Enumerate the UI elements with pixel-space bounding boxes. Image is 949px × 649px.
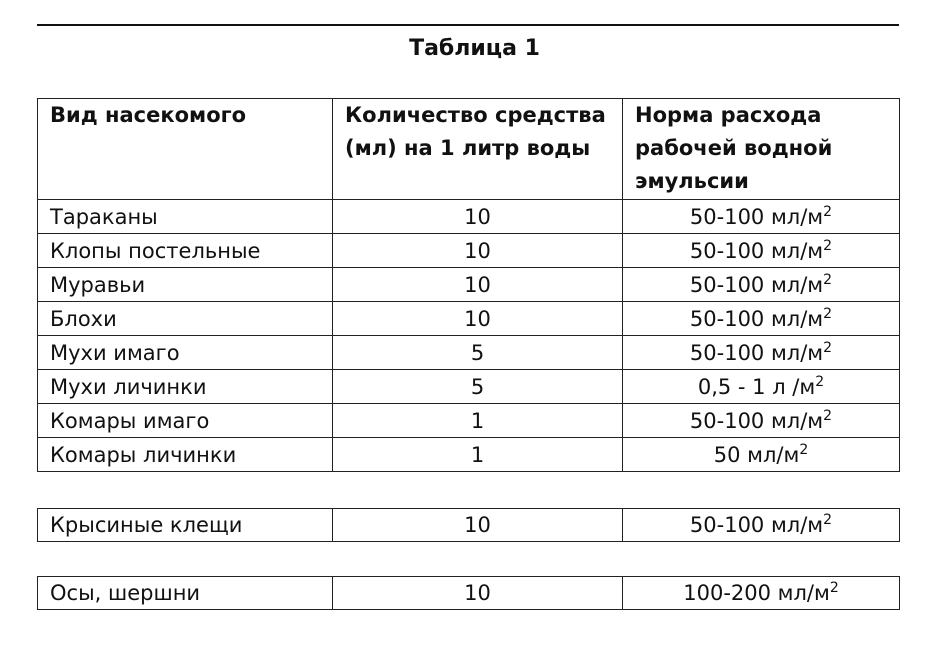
cell-amount: 10 xyxy=(333,577,623,610)
cell-insect: Тараканы xyxy=(38,200,333,234)
header-insect: Вид насекомого xyxy=(38,99,333,200)
table-row xyxy=(38,404,900,438)
cell-insect: Осы, шершни xyxy=(38,577,333,610)
main-table xyxy=(37,98,900,472)
cell-insect: Муравьи xyxy=(38,268,333,302)
cell-insect: Мухи личинки xyxy=(38,370,333,404)
norm-value: 50-100 мл/м xyxy=(689,204,824,229)
cell-norm xyxy=(623,509,900,542)
norm-superscript: 2 xyxy=(829,580,839,596)
norm-superscript: 2 xyxy=(823,339,833,356)
cell-amount: 10 xyxy=(333,268,623,302)
table-row xyxy=(38,200,900,234)
table-row xyxy=(38,268,900,302)
cell-norm xyxy=(623,234,900,268)
table-row xyxy=(38,577,900,610)
cell-insect: Комары имаго xyxy=(38,404,333,438)
header-amount: Количество средства (мл) на 1 литр воды xyxy=(333,99,623,200)
cell-amount: 10 xyxy=(333,509,623,542)
table-row xyxy=(38,234,900,268)
cell-insect: Мухи имаго xyxy=(38,336,333,370)
cell-amount: 10 xyxy=(333,200,623,234)
norm-superscript: 2 xyxy=(799,441,809,458)
cell-amount: 10 xyxy=(333,302,623,336)
norm-superscript: 2 xyxy=(823,271,833,288)
norm-superscript: 2 xyxy=(823,512,833,528)
page-title: Таблица 1 xyxy=(409,36,540,61)
table-row xyxy=(38,336,900,370)
norm-value: 50-100 мл/м xyxy=(689,306,824,331)
norm-superscript: 2 xyxy=(815,373,825,390)
norm-value: 50-100 мл/м xyxy=(689,340,824,365)
norm-value: 50-100 мл/м xyxy=(689,272,824,297)
cell-norm xyxy=(623,370,900,404)
norm-value: 50-100 мл/м xyxy=(689,408,824,433)
norm-value: 50-100 мл/м xyxy=(689,513,824,537)
cell-amount: 1 xyxy=(333,438,623,472)
table-row xyxy=(38,370,900,404)
norm-value: 50 мл/м xyxy=(713,442,800,467)
norm-value: 100-200 мл/м xyxy=(683,581,830,605)
cell-amount: 1 xyxy=(333,404,623,438)
wasp-table xyxy=(37,576,900,610)
cell-insect: Крысиные клещи xyxy=(38,509,333,542)
cell-insect: Клопы постельные xyxy=(38,234,333,268)
norm-superscript: 2 xyxy=(823,203,833,220)
cell-insect: Блохи xyxy=(38,302,333,336)
norm-superscript: 2 xyxy=(823,305,833,322)
rat-mite-table xyxy=(37,508,900,542)
norm-superscript: 2 xyxy=(823,237,833,254)
cell-amount: 5 xyxy=(333,336,623,370)
header-norm: Норма расхода рабочей водной эмульсии xyxy=(623,99,900,200)
norm-superscript: 2 xyxy=(823,407,833,424)
cell-amount: 5 xyxy=(333,370,623,404)
top-rule xyxy=(37,24,899,26)
table-row xyxy=(38,509,900,542)
norm-value: 50-100 мл/м xyxy=(689,238,824,263)
cell-norm xyxy=(623,200,900,234)
cell-norm xyxy=(623,336,900,370)
cell-norm xyxy=(623,577,900,610)
cell-norm xyxy=(623,438,900,472)
table-row xyxy=(38,438,900,472)
table-header-row xyxy=(38,99,900,200)
cell-norm xyxy=(623,268,900,302)
cell-amount: 10 xyxy=(333,234,623,268)
cell-norm xyxy=(623,302,900,336)
table-row xyxy=(38,302,900,336)
cell-insect: Комары личинки xyxy=(38,438,333,472)
norm-value: 0,5 - 1 л /м xyxy=(697,374,816,399)
cell-norm xyxy=(623,404,900,438)
